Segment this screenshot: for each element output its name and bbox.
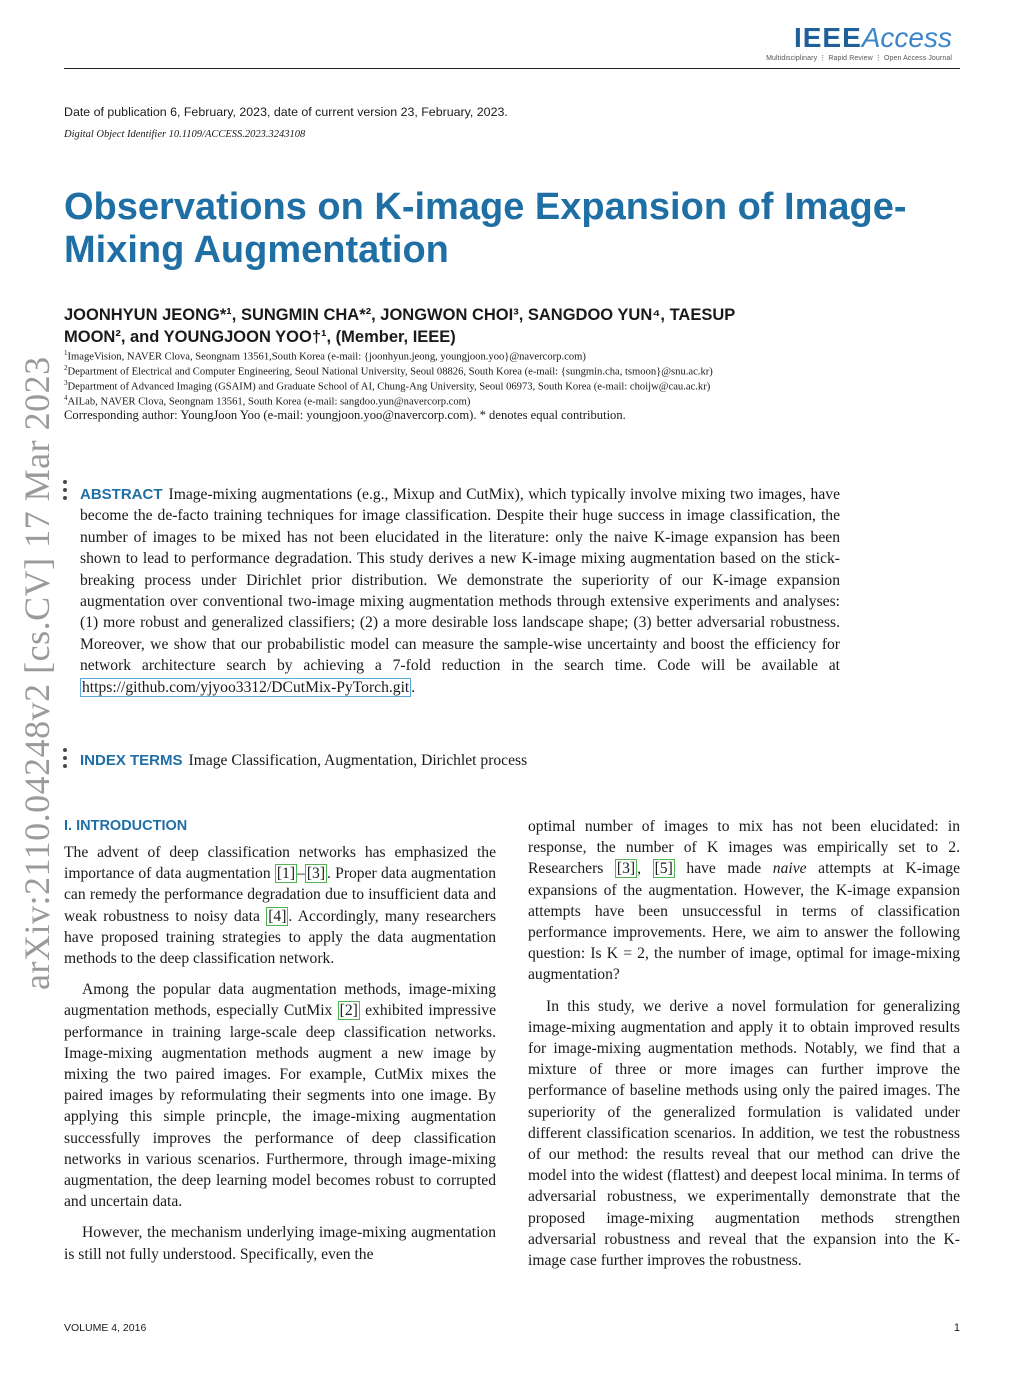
publication-date: Date of publication 6, February, 2023, date of current version 23, February, 2023. <box>64 105 508 119</box>
intro-left-column <box>64 842 496 1275</box>
logo-access: Access <box>861 22 952 53</box>
index-dots <box>63 748 69 772</box>
text: exhibited impressive performance in training large-scale deep classification networks. Image-mixing augmentation methods augment a new image by mixing the two paired images. For example, CutMix mixes the paired images by reformulating their segments into one image. By applying this simple princple, the image-mixing augmentation successfully improves the performance of deep classification networks in various scenarios. Furthermore, through image-mixing augmentation, the deep learning model becomes robust to corrupted and uncertain data. <box>64 1002 496 1211</box>
affiliation-text: Department of Electrical and Computer Engineering, Seoul National University, Seoul 08826, South Korea (e-mail: {sungmin.cha, tsmoon}@snu.ac.kr) <box>67 366 713 378</box>
intro-paragraph-1 <box>64 842 496 969</box>
code-link[interactable]: https://github.com/yjyoo3312/DCutMix-PyTorch.git <box>82 678 410 696</box>
corresponding-author: Corresponding author: YoungJoon Yoo (e-mail: youngjoon.yoo@navercorp.com). * denotes equal contribution. <box>64 408 626 422</box>
citation-link[interactable]: [5] <box>654 860 673 878</box>
author-list <box>64 304 954 348</box>
text: . Proper data augmentation can remedy the performance degradation due to insufficient data and weak robustness to noisy data <box>64 865 497 925</box>
text: have made <box>674 860 773 878</box>
paper-title: Observations on K-image Expansion of Image-Mixing Augmentation <box>64 186 907 271</box>
affiliation-text: ImageVision, NAVER Clova, Seongnam 13561,South Korea (e-mail: {joonhyun.jeong, youngjoon.yoo}@navercorp.com) <box>67 351 586 363</box>
affiliation-num: 2 <box>64 364 68 372</box>
abstract-end: . <box>411 678 416 696</box>
intro-paragraph-3: However, the mechanism underlying image-mixing augmentation is still not fully understood. Specifically, even the <box>64 1224 496 1263</box>
citation-link[interactable]: [3] <box>616 860 636 878</box>
abstract-label: ABSTRACT <box>80 486 163 503</box>
citation-link[interactable]: [2] <box>339 1002 358 1020</box>
author-line-1: JOONHYUN JEONG*¹, SUNGMIN CHA*², JONGWON CHOI³, SANGDOO YUN⁴, TAESUP <box>64 306 736 324</box>
text: optimal number of images to mix has not been elucidated: in response, the number of K images was empirically set to 2. Researchers <box>528 818 960 878</box>
text: . Accordingly, many researchers have proposed training strategies to apply the data augmentation methods to the deep classification network. <box>64 907 497 968</box>
citation-link[interactable]: [3] <box>306 865 326 883</box>
affiliation-num: 3 <box>64 379 68 387</box>
affiliation-num: 4 <box>64 394 68 402</box>
index-terms-label: INDEX TERMS <box>80 752 183 769</box>
intro-paragraph-2 <box>64 979 496 1212</box>
intro-right-column <box>528 816 960 1281</box>
footer-volume: VOLUME 4, 2016 <box>64 1322 147 1334</box>
text: Among the popular data augmentation methods, image-mixing augmentation methods, especially CutMix <box>64 981 496 1020</box>
affiliation-4 <box>64 391 964 410</box>
text: The advent of deep classification networks has emphasized the importance of data augmentation <box>64 844 496 883</box>
abstract-text: Image-mixing augmentations (e.g., Mixup and CutMix), which typically involve mixing two images, have become the de-facto training techniques for image classification. Despite their huge success in image classification, the number of images to be mixed has not been elucidated in the literature: only the naive K-image expansion has been shown to lead to performance degradation. This study derives a new K-image mixing augmentation based on the stick-breaking process under Dirichlet prior distribution. We demonstrate the superiority of our K-image expansion augmentation over conventional two-image mixing augmentation methods through extensive experiments and analyses: (1) more robust and generalized classifiers; (2) a more desirable loss landscape shape; (3) better adversarial robustness. Moreover, we show that our probabilistic model can measure the sample-wise uncertainty and boost the efficiency for network architecture search by achieving a 7-fold reduction in the search time. Code will be available at <box>80 486 840 675</box>
abstract <box>80 484 840 698</box>
citation-link[interactable]: [4] <box>268 907 287 925</box>
header-rule <box>64 68 960 69</box>
index-terms-text: Image Classification, Augmentation, Dirichlet process <box>188 752 528 769</box>
arxiv-stamp: arXiv:2110.04248v2 [cs.CV] 17 Mar 2023 <box>17 356 57 990</box>
text: – <box>297 865 305 883</box>
abstract-dots <box>63 480 69 504</box>
affiliation-text: Department of Advanced Imaging (GSAIM) and Graduate School of AI, Chung-Ang University, Seoul 06973, South Korea (e-mail: choijw@cau.ac.kr) <box>67 381 711 393</box>
journal-logo <box>766 22 952 62</box>
section-heading-introduction: I. INTRODUCTION <box>64 818 188 834</box>
text: , <box>637 860 653 878</box>
affiliation-text: AILab, NAVER Clova, Seongnam 13561, South Korea (e-mail: sangdoo.yun@navercorp.com) <box>67 396 471 408</box>
logo-tagline: Multidisciplinary ⋮ Rapid Review ⋮ Open Access Journal <box>766 55 952 62</box>
doi-line: Digital Object Identifier 10.1109/ACCESS.2023.3243108 <box>64 129 306 140</box>
intro-paragraph-5: In this study, we derive a novel formulation for generalizing image-mixing augmentation and apply it to obtain improved results for image-mixing augmentation methods. Notably, we find that a mixture of three or more images can further improve the performance of baseline methods using only the paired images. The superiority of the generalized formulation is validated under different classification scenarios. In addition, we test the robustness of our method: the results reveal that our method can drive the model into the widest (flattest) and deepest local minima. In terms of adversarial robustness, we experimentally demonstrate that the proposed image-mixing augmentation methods strengthen adversarial robustness and reveal that the expansion into the K-image case further improves the robustness. <box>528 997 960 1270</box>
text: attempts at K-image expansions of the augmentation. However, the K-image expansion attempts have been unsuccessful in terms of classification performance improvements. Here, we aim to answer the following question: Is K = 2, the number of image, optimal for image-mixing augmentation? <box>528 860 961 984</box>
affiliation-num: 1 <box>64 349 68 357</box>
citation-link[interactable]: [1] <box>276 865 296 883</box>
author-line-2: MOON², and YOUNGJOON YOO†¹, (Member, IEEE) <box>64 328 456 346</box>
intro-paragraph-4 <box>528 816 960 986</box>
emphasis-naive: naive <box>772 860 807 878</box>
logo-ieee: IEEE <box>793 22 862 53</box>
footer-page-number: 1 <box>953 1322 960 1334</box>
index-terms <box>80 752 527 770</box>
